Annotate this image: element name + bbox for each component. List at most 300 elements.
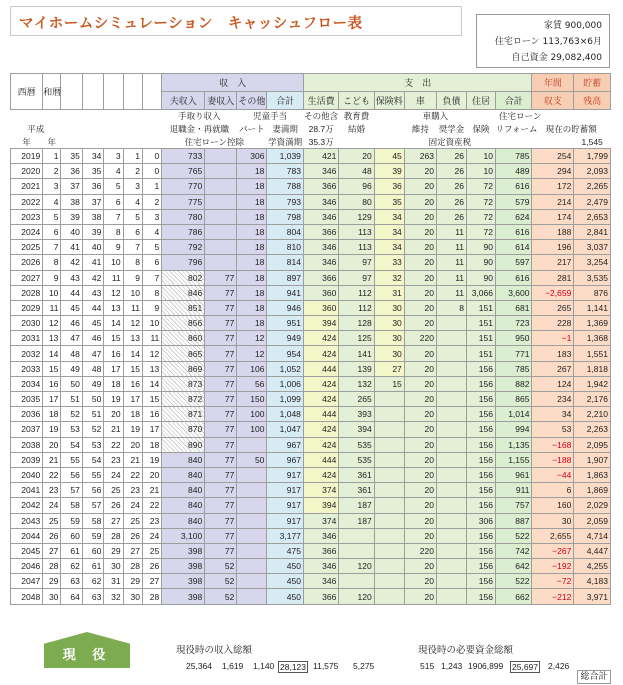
cell-age-child1: 12 xyxy=(104,285,123,300)
cell-savings: 4,447 xyxy=(574,543,611,558)
cell-age-child2: 15 xyxy=(123,361,142,376)
cell-age-child2: 14 xyxy=(123,346,142,361)
cell-wareki: 19 xyxy=(43,422,61,437)
cell-car: 20 xyxy=(404,452,436,467)
cell-income-husband: 871 xyxy=(162,407,205,422)
cell-housing: 156 xyxy=(467,498,496,513)
cell-income-wife: 52 xyxy=(205,589,237,604)
cell-income-total: 804 xyxy=(267,224,304,239)
table-row xyxy=(11,270,611,285)
table-row xyxy=(11,589,611,604)
cell-income-other: 100 xyxy=(237,407,267,422)
cell-annual-balance: −1 xyxy=(532,331,574,346)
cell-seireki: 2032 xyxy=(11,346,43,361)
cell-expense-total: 614 xyxy=(495,240,532,255)
cell-savings: 1,942 xyxy=(574,376,611,391)
cell-debt xyxy=(436,452,466,467)
cell-savings: 3,971 xyxy=(574,589,611,604)
cell-income-other: 18 xyxy=(237,224,267,239)
cell-age-husband: 43 xyxy=(61,270,82,285)
total-other-income: 1,140 xyxy=(253,661,275,671)
cell-expense-total: 597 xyxy=(495,255,532,270)
cell-income-wife: 77 xyxy=(205,483,237,498)
cell-housing: 151 xyxy=(467,346,496,361)
cell-seireki: 2046 xyxy=(11,559,43,574)
cell-children xyxy=(339,543,374,558)
cell-age-wife: 36 xyxy=(82,179,103,194)
cell-annual-balance: 265 xyxy=(532,300,574,315)
cell-debt xyxy=(436,376,466,391)
cell-income-total: 798 xyxy=(267,209,304,224)
cell-age-child1: 20 xyxy=(104,407,123,422)
total-reform: 6,899 xyxy=(482,661,504,671)
cell-car: 20 xyxy=(404,255,436,270)
cell-savings: 2,841 xyxy=(574,224,611,239)
cell-income-husband: 870 xyxy=(162,422,205,437)
cell-income-husband: 780 xyxy=(162,209,205,224)
cell-age-child1: 17 xyxy=(104,361,123,376)
active-years-badge: 現 役 xyxy=(44,644,130,668)
loan-value: 住宅ローン 113,763×6月 xyxy=(494,37,602,47)
cell-savings: 2,653 xyxy=(574,209,611,224)
cell-age-wife: 41 xyxy=(82,255,103,270)
cell-income-other xyxy=(237,574,267,589)
cell-insurance xyxy=(374,467,404,482)
income-group-header: 収 入 xyxy=(162,74,304,92)
cell-annual-balance: 214 xyxy=(532,194,574,209)
note-car-purchase: 車購入 xyxy=(422,111,449,122)
cell-income-other: 18 xyxy=(237,285,267,300)
cell-living: 366 xyxy=(303,543,338,558)
cell-seireki: 2034 xyxy=(11,376,43,391)
cell-insurance: 27 xyxy=(374,361,404,376)
cell-income-other: 12 xyxy=(237,331,267,346)
cell-wareki: 30 xyxy=(43,589,61,604)
cashflow-table xyxy=(10,73,611,605)
cell-housing: 72 xyxy=(467,194,496,209)
cell-age-child3: 8 xyxy=(142,285,161,300)
cell-age-child3: 4 xyxy=(142,224,161,239)
rent-value: 家賃 900,000 xyxy=(543,21,602,31)
cell-seireki: 2025 xyxy=(11,240,43,255)
cell-car: 20 xyxy=(404,467,436,482)
cell-housing: 90 xyxy=(467,240,496,255)
cell-income-wife: 77 xyxy=(205,331,237,346)
cell-expense-total: 662 xyxy=(495,589,532,604)
cell-age-child1: 29 xyxy=(104,543,123,558)
cell-car: 20 xyxy=(404,361,436,376)
cell-income-wife: 77 xyxy=(205,300,237,315)
cell-income-total: 1,099 xyxy=(267,392,304,407)
cell-age-child2: 26 xyxy=(123,528,142,543)
cell-annual-balance: 254 xyxy=(532,149,574,164)
cell-seireki: 2024 xyxy=(11,224,43,239)
cell-age-wife: 59 xyxy=(82,528,103,543)
cell-housing: 90 xyxy=(467,255,496,270)
col-wareki: 和暦 xyxy=(43,74,61,110)
note-wife-maturity: 妻満期 xyxy=(272,124,298,134)
table-row xyxy=(11,467,611,482)
cell-debt xyxy=(436,589,466,604)
note-year-1: 年 xyxy=(22,136,31,147)
cell-children: 535 xyxy=(339,452,374,467)
cell-savings: 1,141 xyxy=(574,300,611,315)
cell-savings: 3,535 xyxy=(574,270,611,285)
cell-income-wife xyxy=(205,209,237,224)
table-row xyxy=(11,513,611,528)
cell-savings: 2,210 xyxy=(574,407,611,422)
cell-car: 20 xyxy=(404,589,436,604)
cell-income-wife: 77 xyxy=(205,498,237,513)
cell-age-husband: 49 xyxy=(61,361,82,376)
income-total-label: 現役時の収入総額 xyxy=(176,645,253,656)
cell-living: 366 xyxy=(303,589,338,604)
cell-living: 394 xyxy=(303,316,338,331)
cell-living: 424 xyxy=(303,331,338,346)
cell-income-other: 18 xyxy=(237,255,267,270)
cell-living: 346 xyxy=(303,194,338,209)
cell-seireki: 2035 xyxy=(11,392,43,407)
cell-age-husband: 60 xyxy=(61,528,82,543)
cell-housing: 156 xyxy=(467,574,496,589)
cell-living: 346 xyxy=(303,255,338,270)
cell-insurance xyxy=(374,407,404,422)
cell-housing: 156 xyxy=(467,559,496,574)
cell-living: 366 xyxy=(303,270,338,285)
cell-housing: 156 xyxy=(467,452,496,467)
cell-living: 424 xyxy=(303,392,338,407)
cell-expense-total: 3,600 xyxy=(495,285,532,300)
cell-age-wife: 44 xyxy=(82,300,103,315)
cell-children: 393 xyxy=(339,407,374,422)
cell-age-child3: 20 xyxy=(142,467,161,482)
note-takehome: 手取り収入 xyxy=(178,111,221,122)
cell-income-husband: 786 xyxy=(162,224,205,239)
cell-seireki: 2039 xyxy=(11,452,43,467)
cell-insurance: 30 xyxy=(374,331,404,346)
cell-living: 346 xyxy=(303,240,338,255)
cell-expense-total: 616 xyxy=(495,179,532,194)
cell-age-husband: 64 xyxy=(61,589,82,604)
cell-children: 132 xyxy=(339,376,374,391)
cell-living: 360 xyxy=(303,285,338,300)
cell-housing: 151 xyxy=(467,316,496,331)
cell-expense-total: 616 xyxy=(495,270,532,285)
cell-age-child2: 9 xyxy=(123,270,142,285)
cell-savings: 2,479 xyxy=(574,194,611,209)
note-education: 教育費 xyxy=(343,111,370,122)
note-loan-deduction: 住宅ローン控除 xyxy=(184,136,245,147)
cell-income-other: 18 xyxy=(237,209,267,224)
cell-children: 120 xyxy=(339,589,374,604)
cell-seireki: 2021 xyxy=(11,179,43,194)
cell-age-child2: 19 xyxy=(123,422,142,437)
cell-age-child2: 18 xyxy=(123,407,142,422)
cell-wareki: 10 xyxy=(43,285,61,300)
cell-income-total: 788 xyxy=(267,179,304,194)
sub-income-total: 合計 xyxy=(267,92,304,110)
savings-header-2: 残高 xyxy=(574,92,611,110)
cell-age-wife: 48 xyxy=(82,361,103,376)
cell-wareki: 21 xyxy=(43,452,61,467)
cell-seireki: 2036 xyxy=(11,407,43,422)
cell-wareki: 26 xyxy=(43,528,61,543)
cell-age-wife: 49 xyxy=(82,376,103,391)
cell-housing: 10 xyxy=(467,164,496,179)
cell-living: 421 xyxy=(303,149,338,164)
cell-wareki: 22 xyxy=(43,467,61,482)
cell-housing: 156 xyxy=(467,437,496,452)
cell-expense-total: 579 xyxy=(495,194,532,209)
cell-living: 346 xyxy=(303,574,338,589)
cell-car: 20 xyxy=(404,179,436,194)
cell-housing: 156 xyxy=(467,392,496,407)
cell-income-other: 56 xyxy=(237,376,267,391)
cell-expense-total: 785 xyxy=(495,361,532,376)
cell-age-child2: 30 xyxy=(123,589,142,604)
cell-age-child2: 10 xyxy=(123,285,142,300)
cell-children: 125 xyxy=(339,331,374,346)
cell-living: 366 xyxy=(303,224,338,239)
cell-seireki: 2042 xyxy=(11,498,43,513)
cell-annual-balance: 172 xyxy=(532,179,574,194)
total-children: 5,275 xyxy=(353,661,375,671)
cell-income-total: 3,177 xyxy=(267,528,304,543)
cell-debt: 26 xyxy=(436,209,466,224)
cell-income-husband: 765 xyxy=(162,164,205,179)
cell-car: 263 xyxy=(404,149,436,164)
cell-age-child1: 4 xyxy=(104,164,123,179)
cell-insurance xyxy=(374,528,404,543)
cell-age-wife: 46 xyxy=(82,331,103,346)
cell-wareki: 9 xyxy=(43,270,61,285)
cell-housing: 72 xyxy=(467,179,496,194)
cell-wareki: 11 xyxy=(43,300,61,315)
cell-living: 424 xyxy=(303,422,338,437)
annual-header-2: 収支 xyxy=(532,92,574,110)
cell-debt xyxy=(436,483,466,498)
cell-debt xyxy=(436,513,466,528)
cell-expense-total: 624 xyxy=(495,209,532,224)
cell-annual-balance: 174 xyxy=(532,209,574,224)
cell-debt xyxy=(436,574,466,589)
cell-income-other xyxy=(237,543,267,558)
cell-savings: 1,551 xyxy=(574,346,611,361)
cell-income-total: 917 xyxy=(267,483,304,498)
cell-seireki: 2026 xyxy=(11,255,43,270)
cell-income-wife: 77 xyxy=(205,543,237,558)
cell-debt: 26 xyxy=(436,179,466,194)
cell-income-total: 1,006 xyxy=(267,376,304,391)
cell-debt xyxy=(436,422,466,437)
cell-income-wife: 77 xyxy=(205,422,237,437)
note-retirement: 退職金・再就職 xyxy=(169,124,230,134)
cell-income-wife: 77 xyxy=(205,346,237,361)
cell-wareki: 14 xyxy=(43,346,61,361)
cell-seireki: 2047 xyxy=(11,574,43,589)
cell-insurance xyxy=(374,437,404,452)
cell-age-child3: 19 xyxy=(142,452,161,467)
cell-age-wife: 39 xyxy=(82,224,103,239)
cell-savings: 2,093 xyxy=(574,164,611,179)
total-debt: 1,243 xyxy=(441,661,463,671)
cell-income-wife: 77 xyxy=(205,376,237,391)
cell-income-husband: 846 xyxy=(162,285,205,300)
cell-age-child3: 24 xyxy=(142,528,161,543)
cell-wareki: 3 xyxy=(43,179,61,194)
cell-expense-total: 882 xyxy=(495,376,532,391)
cell-living: 394 xyxy=(303,498,338,513)
cell-age-husband: 39 xyxy=(61,209,82,224)
cell-savings: 2,059 xyxy=(574,513,611,528)
cell-income-other: 100 xyxy=(237,422,267,437)
cell-age-wife: 56 xyxy=(82,483,103,498)
cell-wareki: 2 xyxy=(43,164,61,179)
cell-seireki: 2041 xyxy=(11,483,43,498)
cell-income-husband: 398 xyxy=(162,543,205,558)
cell-debt xyxy=(436,467,466,482)
cell-children xyxy=(339,574,374,589)
cell-age-wife: 52 xyxy=(82,422,103,437)
cell-car: 220 xyxy=(404,543,436,558)
cell-savings: 876 xyxy=(574,285,611,300)
cell-insurance: 30 xyxy=(374,300,404,315)
cell-income-husband: 851 xyxy=(162,300,205,315)
cell-seireki: 2044 xyxy=(11,528,43,543)
cell-expense-total: 950 xyxy=(495,331,532,346)
cell-savings: 1,818 xyxy=(574,361,611,376)
total-wife-income: 1,619 xyxy=(222,661,244,671)
cell-housing: 72 xyxy=(467,224,496,239)
cell-seireki: 2022 xyxy=(11,194,43,209)
cell-income-husband: 792 xyxy=(162,240,205,255)
cell-expense-total: 911 xyxy=(495,483,532,498)
cell-debt: 11 xyxy=(436,240,466,255)
cell-debt xyxy=(436,331,466,346)
cell-annual-balance: 281 xyxy=(532,270,574,285)
cell-wareki: 6 xyxy=(43,224,61,239)
cell-age-child3: 14 xyxy=(142,376,161,391)
cell-age-child1: 23 xyxy=(104,452,123,467)
cell-car: 20 xyxy=(404,209,436,224)
cell-age-husband: 57 xyxy=(61,483,82,498)
cell-income-other: 18 xyxy=(237,194,267,209)
cell-income-husband: 770 xyxy=(162,179,205,194)
cell-wareki: 13 xyxy=(43,331,61,346)
cell-expense-total: 771 xyxy=(495,346,532,361)
cell-annual-balance: −192 xyxy=(532,559,574,574)
cell-age-wife: 47 xyxy=(82,346,103,361)
cell-living: 444 xyxy=(303,361,338,376)
cell-age-child3: 25 xyxy=(142,543,161,558)
cell-age-child2: 22 xyxy=(123,467,142,482)
sub-expense-total: 合計 xyxy=(495,92,532,110)
cell-expense-total: 1,155 xyxy=(495,452,532,467)
cell-housing: 156 xyxy=(467,422,496,437)
sub-children: こども xyxy=(339,92,374,110)
cell-wareki: 27 xyxy=(43,543,61,558)
table-row xyxy=(11,407,611,422)
cell-age-child2: 4 xyxy=(123,194,142,209)
cell-income-husband: 796 xyxy=(162,255,205,270)
cell-living: 374 xyxy=(303,483,338,498)
cell-age-husband: 40 xyxy=(61,224,82,239)
cell-children xyxy=(339,528,374,543)
cell-car: 20 xyxy=(404,422,436,437)
cell-annual-balance: 183 xyxy=(532,346,574,361)
cell-annual-balance: 2,655 xyxy=(532,528,574,543)
cell-savings: 4,714 xyxy=(574,528,611,543)
cell-annual-balance: 217 xyxy=(532,255,574,270)
cell-expense-total: 1,135 xyxy=(495,437,532,452)
cell-age-child3: 9 xyxy=(142,300,161,315)
sub-income-other: その他 xyxy=(237,92,267,110)
table-row xyxy=(11,528,611,543)
cell-savings: 1,907 xyxy=(574,452,611,467)
cell-age-husband: 58 xyxy=(61,498,82,513)
cell-age-child1: 18 xyxy=(104,376,123,391)
cell-age-wife: 58 xyxy=(82,513,103,528)
note-marriage: 結婚 xyxy=(348,124,366,134)
cell-age-wife: 34 xyxy=(82,149,103,164)
cell-debt: 8 xyxy=(436,300,466,315)
table-row xyxy=(11,164,611,179)
cell-age-husband: 47 xyxy=(61,331,82,346)
cell-housing: 72 xyxy=(467,209,496,224)
cell-income-wife xyxy=(205,164,237,179)
grand-total-label: 総合計 xyxy=(577,670,611,684)
page-title: マイホームシミュレーション キャッシュフロー表 xyxy=(10,6,462,36)
cell-housing: 156 xyxy=(467,528,496,543)
cell-income-husband: 398 xyxy=(162,559,205,574)
cell-income-husband: 802 xyxy=(162,270,205,285)
table-row xyxy=(11,149,611,164)
cell-age-husband: 54 xyxy=(61,437,82,452)
cell-age-child3: 26 xyxy=(142,559,161,574)
table-row xyxy=(11,179,611,194)
cell-seireki: 2027 xyxy=(11,270,43,285)
cell-insurance: 45 xyxy=(374,149,404,164)
cell-age-husband: 62 xyxy=(61,559,82,574)
cell-children: 361 xyxy=(339,483,374,498)
note-28-7: 28.7万 xyxy=(308,124,334,134)
cell-debt: 11 xyxy=(436,224,466,239)
cell-annual-balance: −188 xyxy=(532,452,574,467)
cell-age-child1: 31 xyxy=(104,574,123,589)
cell-living: 346 xyxy=(303,209,338,224)
cell-income-wife: 77 xyxy=(205,392,237,407)
cell-age-child3: 0 xyxy=(142,164,161,179)
cell-income-wife: 77 xyxy=(205,513,237,528)
cell-annual-balance: 294 xyxy=(532,164,574,179)
cell-age-husband: 63 xyxy=(61,574,82,589)
cell-income-other xyxy=(237,528,267,543)
cell-age-husband: 50 xyxy=(61,376,82,391)
cell-income-other xyxy=(237,437,267,452)
cell-age-child1: 5 xyxy=(104,179,123,194)
cell-savings: 1,368 xyxy=(574,331,611,346)
cell-living: 346 xyxy=(303,559,338,574)
cell-age-child1: 16 xyxy=(104,346,123,361)
cost-summary-box xyxy=(476,14,610,68)
cell-annual-balance: −72 xyxy=(532,574,574,589)
cell-income-other: 18 xyxy=(237,300,267,315)
cell-annual-balance: 34 xyxy=(532,407,574,422)
cell-income-other: 306 xyxy=(237,149,267,164)
cell-income-husband: 865 xyxy=(162,346,205,361)
cell-housing: 156 xyxy=(467,361,496,376)
cell-living: 424 xyxy=(303,376,338,391)
